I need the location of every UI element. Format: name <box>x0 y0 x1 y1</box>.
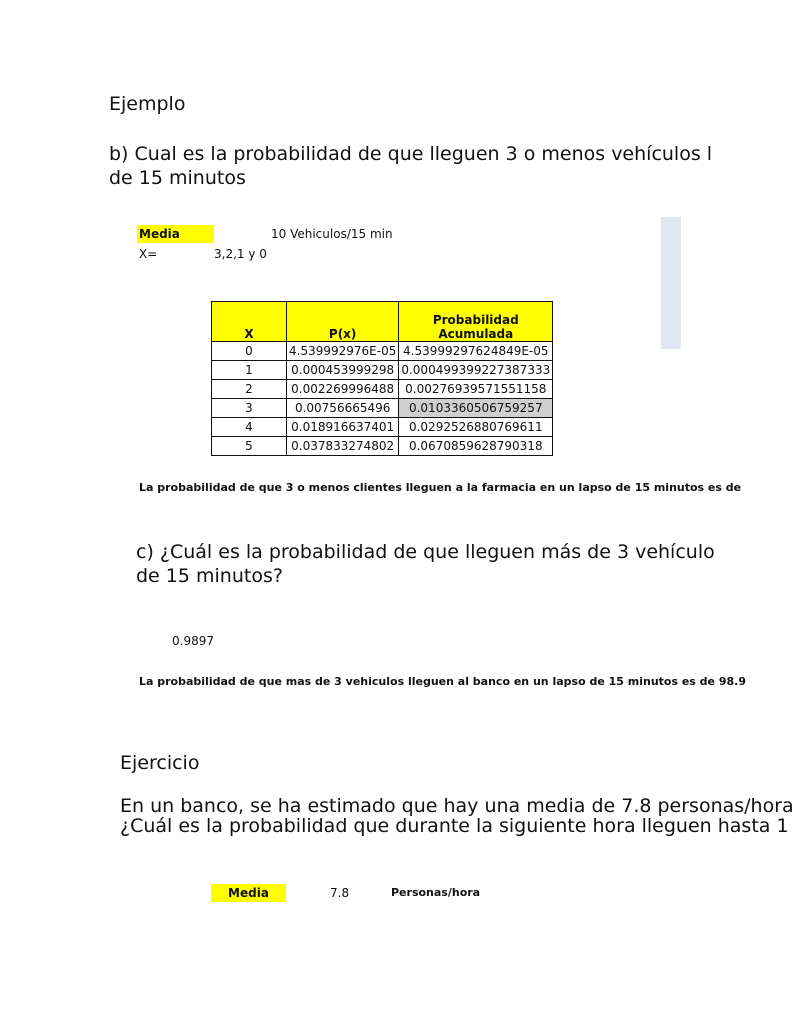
cell-px[interactable]: 0.018916637401 <box>287 418 399 437</box>
cell-px[interactable]: 0.00756665496 <box>287 399 399 418</box>
x-value: 3,2,1 y 0 <box>214 247 267 261</box>
cell-x[interactable]: 3 <box>212 399 287 418</box>
header-cumulative: Probabilidad Acumulada <box>399 302 553 342</box>
cell-x[interactable]: 5 <box>212 437 287 456</box>
example-heading: Ejemplo <box>109 93 186 115</box>
conclusion-c: La probabilidad de que mas de 3 vehiculos lleguen al banco en un lapso de 15 minutos es de 98.9 <box>139 675 746 688</box>
cell-x[interactable]: 1 <box>212 361 287 380</box>
header-x: X <box>212 302 287 342</box>
table-row <box>212 437 553 456</box>
media-label: Media <box>137 225 214 243</box>
question-c-line1: c) ¿Cuál es la probabilidad de que lleguen más de 3 vehículo <box>136 541 715 563</box>
header-px: P(x) <box>287 302 399 342</box>
exercise-media-label: Media <box>211 884 286 902</box>
question-b-line1: b) Cual es la probabilidad de que lleguen 3 o menos vehículos l <box>109 143 713 165</box>
table-row <box>212 399 553 418</box>
exercise-media-unit: Personas/hora <box>391 886 481 899</box>
answer-c: 0.9897 <box>172 634 214 648</box>
cell-cumulative[interactable]: 0.0292526880769611 <box>399 418 553 437</box>
question-b-line2: de 15 minutos <box>109 167 246 189</box>
table-row <box>212 342 553 361</box>
x-label: X= <box>139 247 158 261</box>
cell-cumulative[interactable]: 0.000499399227387333 <box>399 361 553 380</box>
exercise-line2: ¿Cuál es la probabilidad que durante la siguiente hora lleguen hasta 1 <box>120 815 789 837</box>
cell-x[interactable]: 0 <box>212 342 287 361</box>
media-value: 10 Vehiculos/15 min <box>271 227 393 241</box>
cell-x[interactable]: 4 <box>212 418 287 437</box>
exercise-line1: En un banco, se ha estimado que hay una media de 7.8 personas/hora <box>120 795 794 817</box>
exercise-media-value: 7.8 <box>330 886 350 900</box>
table-row <box>212 361 553 380</box>
cell-cumulative[interactable]: 0.0670859628790318 <box>399 437 553 456</box>
question-c-line2: de 15 minutos? <box>136 565 283 587</box>
exercise-heading: Ejercicio <box>120 752 200 774</box>
table-row <box>212 380 553 399</box>
cell-px[interactable]: 4.539992976E-05 <box>287 342 399 361</box>
cell-cumulative[interactable]: 0.00276939571551158 <box>399 380 553 399</box>
table-row <box>212 418 553 437</box>
cell-cumulative[interactable]: 4.53999297624849E-05 <box>399 342 553 361</box>
side-strip <box>661 217 681 349</box>
conclusion-b: La probabilidad de que 3 o menos clientes lleguen a la farmacia en un lapso de 15 minutos es de <box>139 481 742 494</box>
cell-cumulative-selected[interactable]: 0.0103360506759257 <box>399 399 553 418</box>
cell-px[interactable]: 0.002269996488 <box>287 380 399 399</box>
cell-px[interactable]: 0.037833274802 <box>287 437 399 456</box>
probability-table <box>211 301 553 456</box>
cell-x[interactable]: 2 <box>212 380 287 399</box>
cell-px[interactable]: 0.000453999298 <box>287 361 399 380</box>
